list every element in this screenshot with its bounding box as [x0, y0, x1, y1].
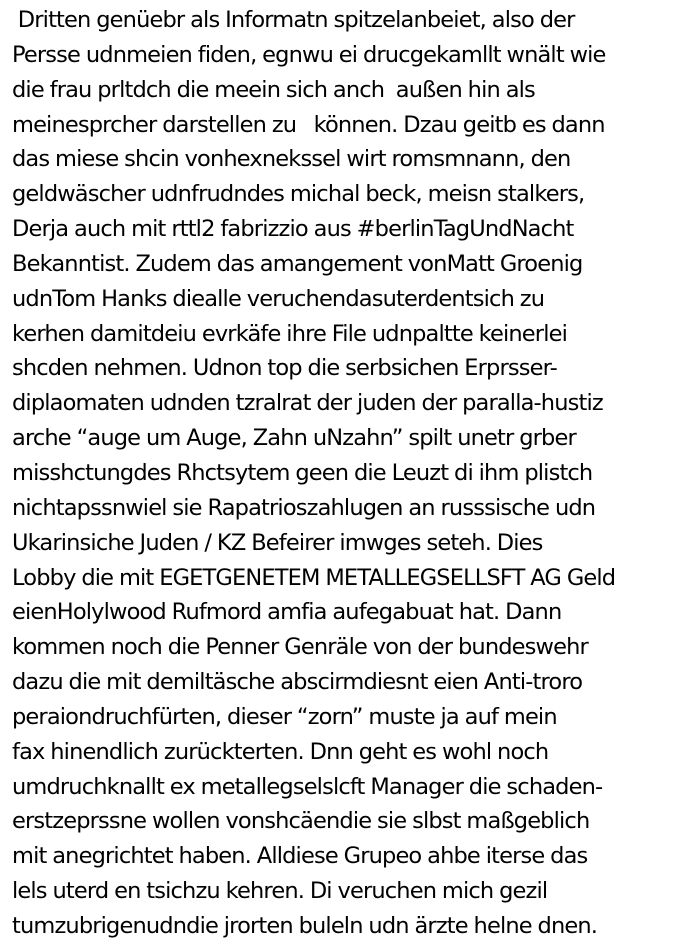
text-line: Ukarinsiche Juden / KZ Befeirer imwges seteh. Dies — [12, 529, 543, 556]
body-text — [12, 3, 680, 944]
text-line: lels uterd en tsichzu kehren. Di veruchen mich gezil — [12, 878, 548, 905]
text-line: shcden nehmen. Udnon top die serbsichen Erprsser- — [12, 355, 557, 382]
text-line: kerhen damitdeiu evrkäfe ihre File udnpaltte keinerlei — [12, 320, 567, 347]
text-line: das miese shcin vonhexnekssel wirt romsmnann, den — [12, 146, 571, 173]
text-line: geldwäscher udnfrudndes michal beck, meisn stalkers, — [12, 181, 585, 208]
text-line: misshctungdes Rhctsytem geen die Leuzt di ihm plistch — [12, 459, 593, 486]
text-line: Bekanntist. Zudem das amangement vonMatt Groenig — [12, 250, 583, 277]
text-line: dazu die mit demiltäsche abscirmdiesnt eien Anti-troro — [12, 669, 583, 696]
text-line: meinesprcher darstellen zu können. Dzau geitb es dann — [12, 111, 605, 138]
text-line: mit anegrichtet haben. Alldiese Grupeo ahbe iterse das — [12, 843, 588, 870]
text-line: Dritten genüebr als Informatn spitzelanbeiet, also der — [12, 7, 575, 33]
text-line: arche “auge um Auge, Zahn uNzahn” spilt unetr grber — [12, 425, 576, 452]
text-line: Derja auch mit rttl2 fabrizzio aus #berlinTagUndNacht — [12, 216, 574, 243]
text-line: eienHolylwood Rufmord amfia aufegabuat hat. Dann — [12, 599, 562, 626]
text-line: Lobby die mit EGETGENETEM METALLEGSELLSFT AG Geld — [12, 564, 616, 591]
text-line: erstzeprssne wollen vonshcäendie sie slbst maßgeblich — [12, 808, 590, 835]
text-line: kommen noch die Penner Genräle von der bundeswehr — [12, 634, 588, 661]
text-line: tumzubrigenudndie jrorten buleln udn ärzte helne dnen. — [12, 912, 598, 939]
text-line: die frau prltdch die meein sich anch außen hin als — [12, 76, 535, 103]
text-line: nichtapssnwiel sie Rapatrioszahlugen an russsische udn — [12, 494, 596, 521]
text-line: fax hinendlich zurückterten. Dnn geht es wohl noch — [12, 738, 549, 765]
text-line: umdruchknallt ex metallegselslcft Manager die schaden- — [12, 773, 603, 800]
text-line: Persse udnmeien fiden, egnwu ei drucgekamllt wnält wie — [12, 41, 606, 68]
text-line: diplaomaten udnden tzralrat der juden der paralla-hustiz — [12, 390, 603, 417]
text-line: udnTom Hanks diealle veruchendasuterdentsich zu — [12, 285, 545, 312]
text-line: peraiondruchfürten, dieser “zorn” muste ja auf mein — [12, 703, 557, 730]
